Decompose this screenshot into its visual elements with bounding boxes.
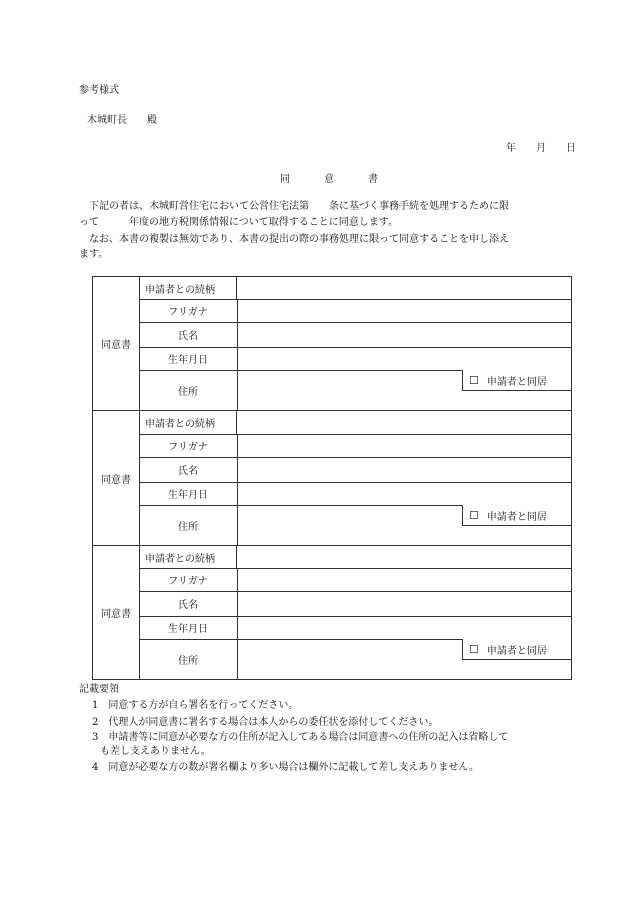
document-title [280, 173, 378, 186]
relationship-label: 申請者との続柄 [139, 546, 237, 568]
body-paragraph-line: なお、本書の複製は無効であり、本書の提出の際の事務処理に限って同意することを申し添え [79, 234, 509, 245]
address-label: 住所 [139, 370, 238, 410]
relationship-label: 申請者との続柄 [139, 411, 237, 434]
birthdate-label: 生年月日 [139, 482, 238, 505]
furigana-label: フリガナ [139, 568, 238, 591]
cohabit-checkbox[interactable] [462, 370, 572, 391]
consent-group-label: 同意書 [93, 546, 140, 679]
reference-form-label: 参考様式 [79, 85, 119, 96]
body-paragraph-line: って 年度の地方税関係情報について取得することに同意します。 [79, 217, 398, 228]
furigana-label: フリガナ [139, 434, 238, 457]
address-label: 住所 [139, 505, 238, 545]
relationship-label: 申請者との続柄 [139, 277, 237, 299]
name-row [139, 322, 571, 348]
relationship-row [139, 277, 571, 300]
consent-block [92, 410, 572, 546]
name-label: 氏名 [139, 457, 238, 482]
consent-group-label: 同意書 [93, 411, 140, 545]
address-row [139, 370, 571, 410]
date-day-label: 日 [566, 143, 576, 154]
cohabit-checkbox[interactable] [462, 505, 572, 526]
notes-heading: 記載要領 [79, 684, 119, 695]
birthdate-row [139, 347, 571, 371]
note-item-continuation: も差し支えありません。 [100, 746, 211, 757]
address-label: 住所 [139, 639, 238, 679]
addressee-name: 木城町長 [87, 115, 127, 126]
consent-group-label: 同意書 [93, 277, 140, 410]
title-char: 意 [324, 174, 334, 185]
body-paragraph-line: 下記の者は、木城町営住宅において公営住宅法第 条に基づく事務手続を処理するために限 [79, 201, 509, 212]
birthdate-label: 生年月日 [139, 616, 238, 639]
date-year-label: 年 [506, 143, 516, 154]
birthdate-label: 生年月日 [139, 347, 238, 370]
consent-block [92, 545, 572, 680]
name-label: 氏名 [139, 591, 238, 616]
furigana-row [139, 434, 571, 458]
checkbox-icon[interactable]: ☐ [469, 642, 479, 656]
name-row [139, 591, 571, 617]
honorific: 殿 [147, 115, 157, 126]
furigana-row [139, 299, 571, 323]
checkbox-icon[interactable]: ☐ [469, 508, 479, 522]
name-label: 氏名 [139, 322, 238, 347]
cohabit-label: 申請者と同居 [486, 511, 547, 523]
name-row [139, 457, 571, 483]
relationship-row [139, 546, 571, 569]
address-row [139, 505, 571, 545]
furigana-label: フリガナ [139, 299, 238, 322]
date-month-label: 月 [536, 143, 546, 154]
date-line [506, 142, 576, 155]
addressee-line [87, 114, 157, 127]
note-item: 4 同意が必要な方の数が署名欄より多い場合は欄外に記載して差し支えありません。 [92, 762, 479, 773]
note-item: 2 代理人が同意書に署名する場合は本人からの委任状を添付してください。 [92, 717, 439, 728]
furigana-row [139, 568, 571, 592]
note-item: 3 申請書等に同意が必要な方の住所が記入してある場合は同意書への住所の記入は省略して [92, 732, 509, 743]
address-row [139, 639, 571, 679]
birthdate-row [139, 482, 571, 506]
checkbox-icon[interactable]: ☐ [469, 373, 479, 387]
consent-block [92, 276, 572, 411]
title-char: 書 [368, 174, 378, 185]
title-char: 同 [280, 174, 290, 185]
cohabit-checkbox[interactable] [462, 639, 572, 660]
cohabit-label: 申請者と同居 [486, 645, 547, 657]
cohabit-label: 申請者と同居 [486, 376, 547, 388]
body-paragraph-line: ます。 [79, 249, 109, 260]
birthdate-row [139, 616, 571, 640]
relationship-row [139, 411, 571, 435]
note-item: 1 同意する方が自ら署名を行ってください。 [92, 700, 299, 711]
